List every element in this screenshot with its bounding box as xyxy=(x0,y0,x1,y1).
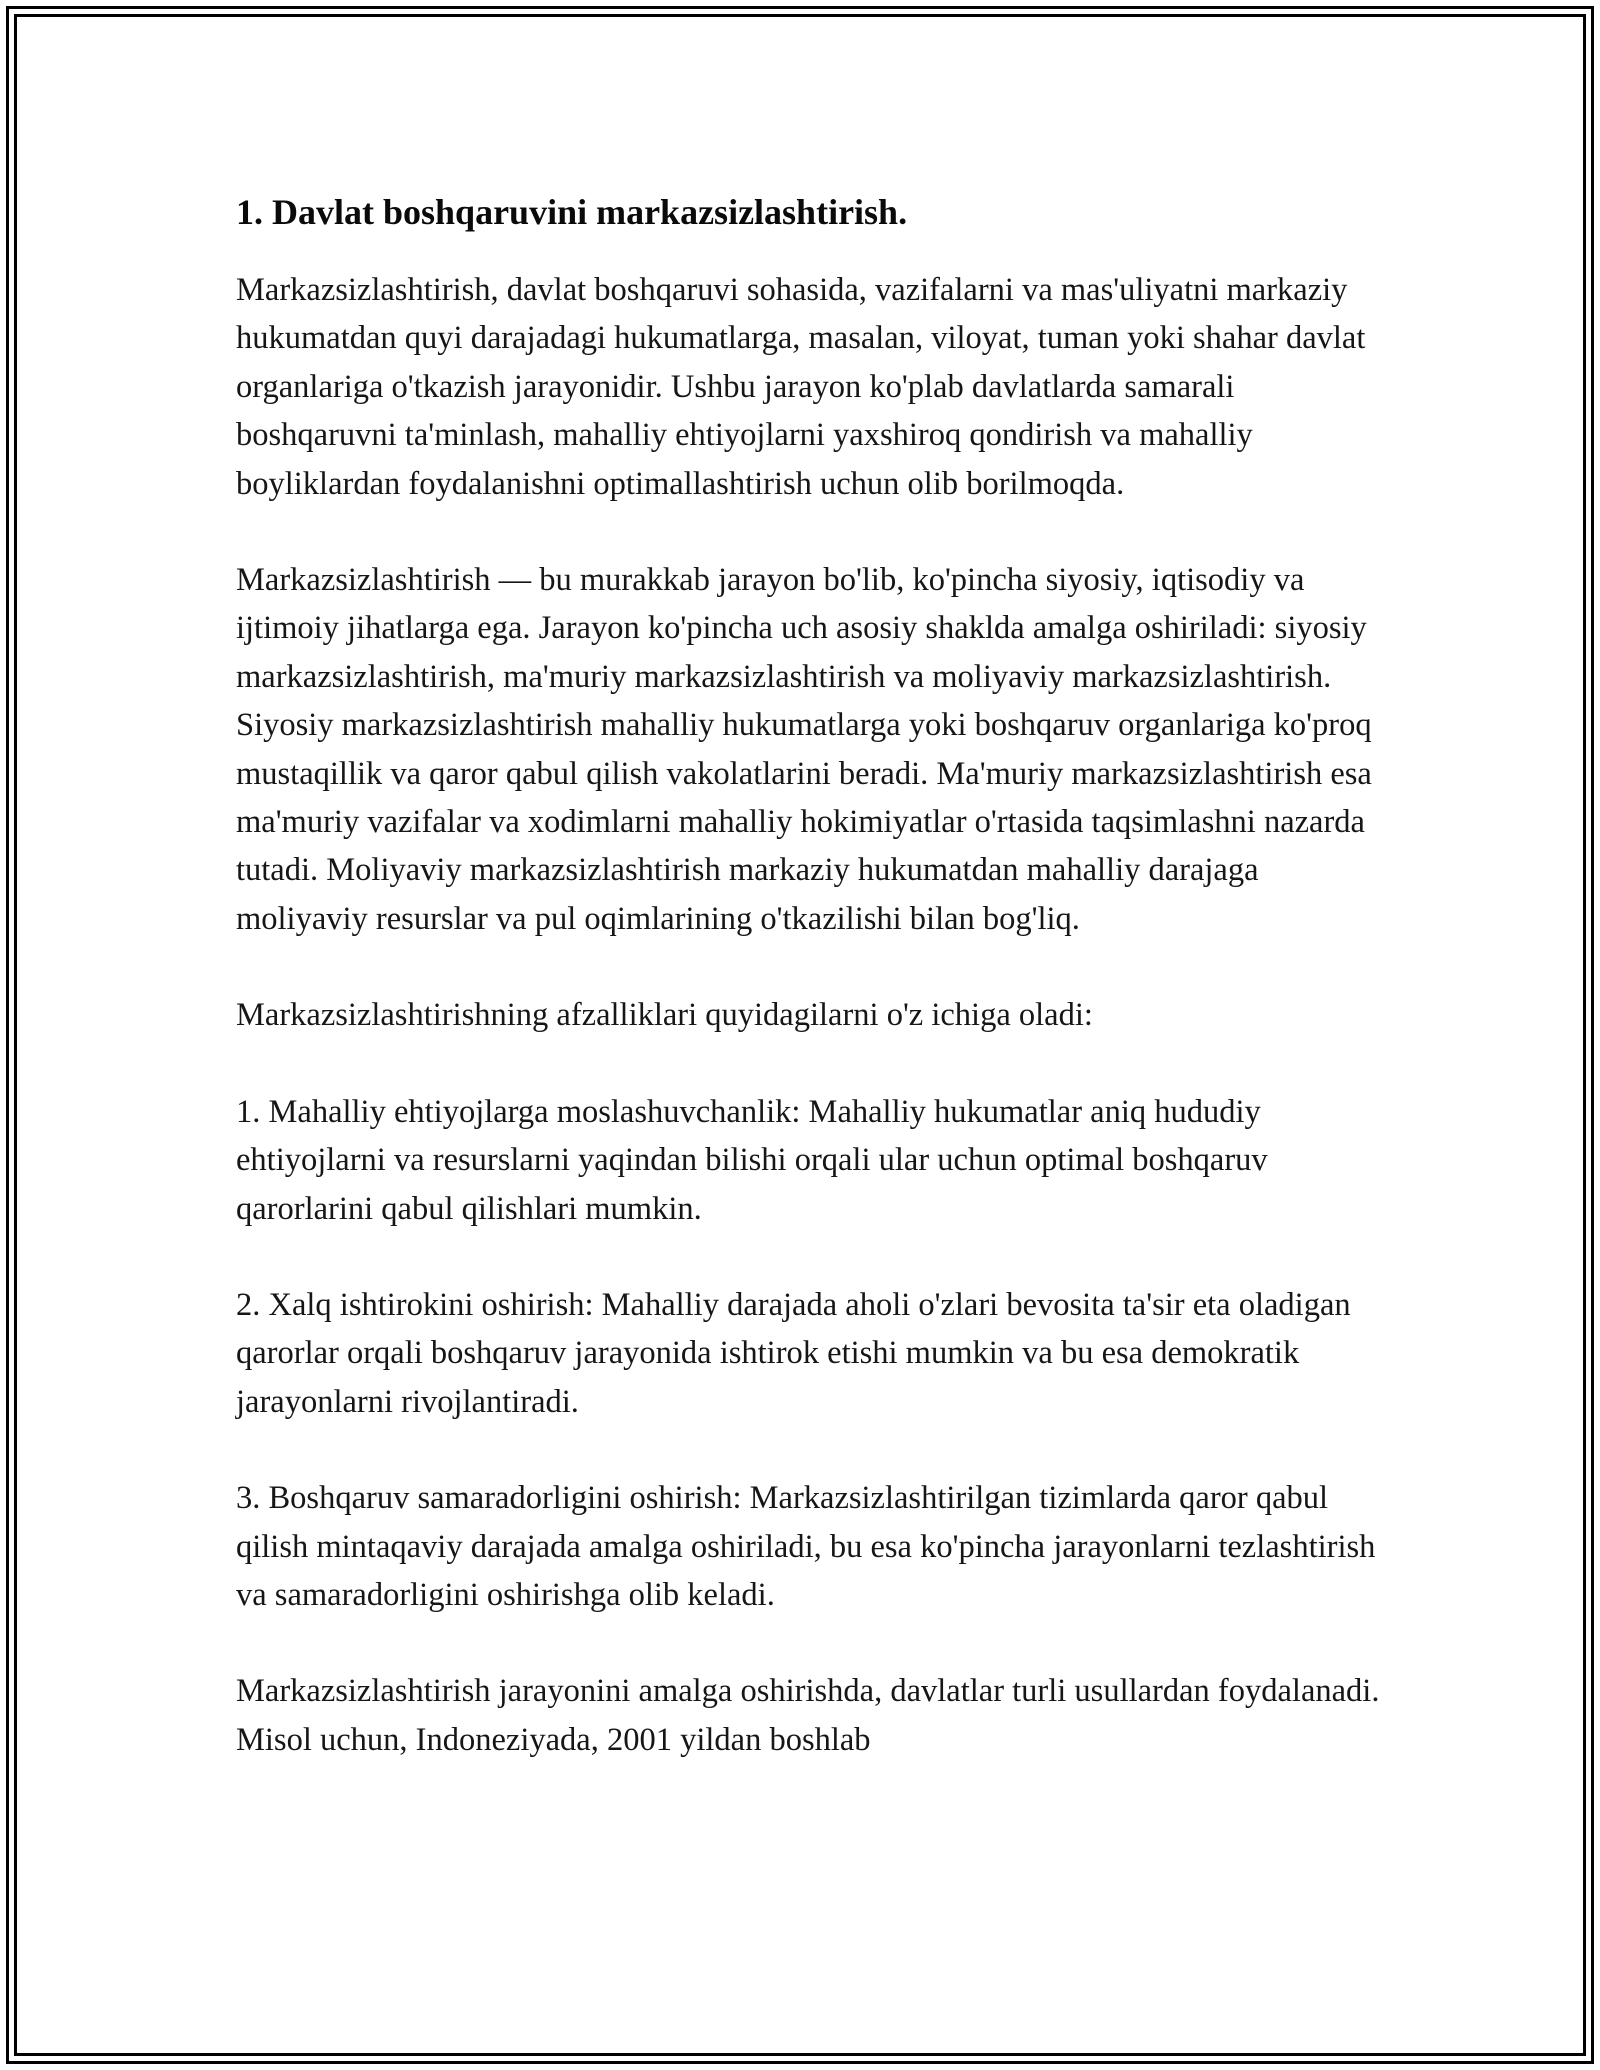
section-heading: 1. Davlat boshqaruvini markazsizlashtirish. xyxy=(236,192,908,232)
paragraph-forms: Markazsizlashtirish — bu murakkab jarayon bo'lib, ko'pincha siyosiy, iqtisodiy va ijtimoiy jihatlarga ega. Jarayon ko'pincha uch asosiy shaklda amalga oshiriladi: siyosiy markazsizlashtirish, ma'muriy markazsizlashtirish va moliyaviy markazsizlashtirish. Siyosiy markazsizlashtirish mahalliy hukumatlarga yoki boshqaruv organlariga ko'proq mustaqillik va qaror qabul qilish vakolatlarini beradi. Ma'muriy markazsizlashtirish esa ma'muriy vazifalar va xodimlarni mahalliy hokimiyatlar o'rtasida taqsimlashni nazarda tutadi. Moliyaviy markazsizlashtirish markaziy hukumatdan mahalliy darajaga moliyaviy resurslar va pul oqimlarining o'tkazilishi bilan bog'liq. xyxy=(236,562,1372,937)
paragraph-advantages-intro: Markazsizlashtirishning afzalliklari quyidagilarni o'z ichiga oladi: xyxy=(236,997,1093,1034)
list-item-adaptability: 1. Mahalliy ehtiyojlarga moslashuvchanlik: Mahalliy hukumatlar aniq hududiy ehtiyojlarni va resurslarni yaqindan bilishi orqali ular uchun optimal boshqaruv qarorlarini qabul qilishlari mumkin. xyxy=(236,1093,1268,1227)
paragraph-definition: Markazsizlashtirish, davlat boshqaruvi sohasida, vazifalarni va mas'uliyatni markaziy hukumatdan quyi darajadagi hukumatlarga, masalan, viloyat, tuman yoki shahar davlat organlariga o'tkazish jarayonidir. Ushbu jarayon ko'plab davlatlarda samarali boshqaruvni ta'minlash, mahalliy ehtiyojlarni yaxshiroq qondirish va mahalliy boyliklardan foydalanishni optimallashtirish uchun olib borilmoqda. xyxy=(236,272,1366,502)
document-body xyxy=(236,188,1386,1812)
list-item-efficiency: 3. Boshqaruv samaradorligini oshirish: Markazsizlashtirilgan tizimlarda qaror qabul qilish mintaqaviy darajada amalga oshiriladi, bu esa ko'pincha jarayonlarni tezlashtirish va samaradorligini oshirishga olib keladi. xyxy=(236,1480,1376,1613)
list-item-participation: 2. Xalq ishtirokini oshirish: Mahalliy darajada aholi o'zlari bevosita ta'sir eta oladigan qarorlar orqali boshqaruv jarayonida ishtirok etishi mumkin va bu esa demokratik jarayonlarni rivojlantiradi. xyxy=(236,1286,1351,1420)
paragraph-implementation: Markazsizlashtirish jarayonini amalga oshirishda, davlatlar turli usullardan foydalanadi. Misol uchun, Indoneziyada, 2001 yildan boshlab xyxy=(236,1673,1380,1758)
